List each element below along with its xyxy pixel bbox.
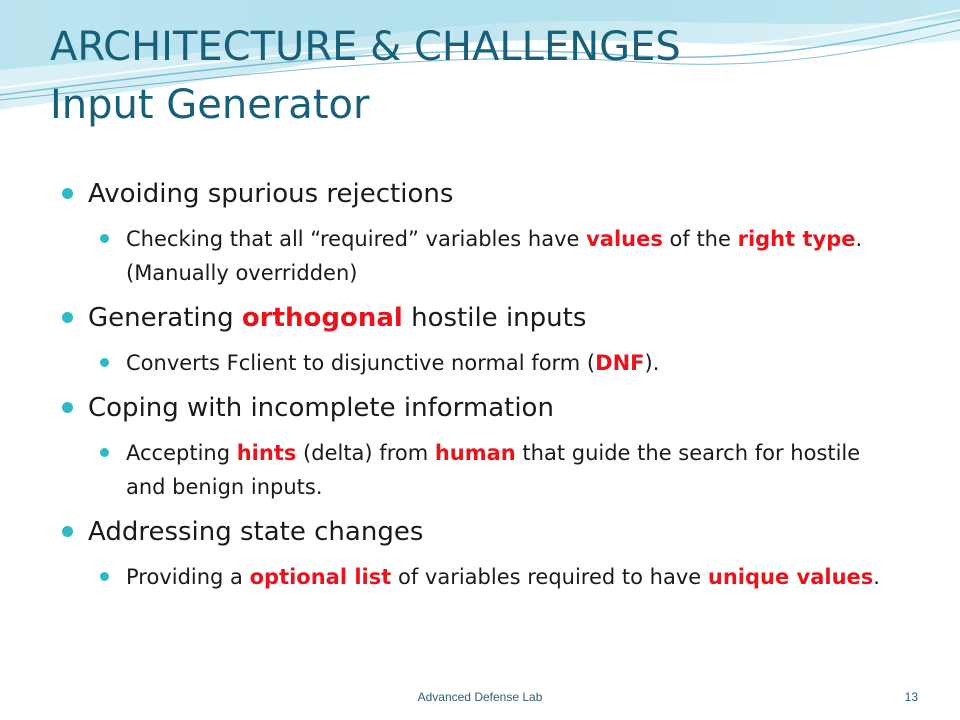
bullet-coping-incomplete-information [62,392,902,424]
sub-bullet-text-part: Checking that all “required” variables have [126,227,587,251]
slide-title-line1: ARCHITECTURE & CHALLENGES [50,24,681,70]
bullet-dot-icon [62,526,73,537]
sub-bullet-text-part: ). [644,351,660,375]
sub-bullet-checking-variables [100,222,902,290]
footer-label: Advanced Defense Lab [417,690,543,704]
sub-bullet-text-part: that guide the search for hostile and benign inputs. [126,441,861,499]
sub-bullet-text-part: of the [662,227,738,251]
slide-title-line2: Input Generator [50,82,370,128]
sub-bullet-text-part: Providing a [126,565,250,589]
sub-bullet-text-part: Converts Fclient to disjunctive normal form ( [126,351,596,375]
page-number: 13 [904,690,918,704]
emphasis-human: human [434,441,516,465]
bullet-text-part: Generating [88,303,242,333]
sub-bullet-text-part: (delta) from [296,441,435,465]
bullet-generating-orthogonal-inputs [62,302,902,334]
bullet-dot-icon [62,402,73,413]
sub-bullet-converts-dnf [100,346,902,380]
bullet-dot-icon [100,234,109,243]
bullet-dot-icon [100,448,109,457]
bullet-dot-icon [100,572,109,581]
slide-title [50,18,930,134]
bullet-avoiding-spurious-rejections [62,178,902,210]
emphasis-orthogonal: orthogonal [241,303,403,333]
bullet-dot-icon [62,312,73,323]
sub-bullet-text-part: Accepting [126,441,237,465]
sub-bullet-providing-optional-list [100,560,902,594]
emphasis-right-type: right type [737,227,856,251]
sub-bullet-text-part: . (Manually overridden) [126,227,863,285]
emphasis-values: values [586,227,663,251]
bullet-dot-icon [62,188,73,199]
bullet-text: Coping with incomplete information [88,393,554,423]
emphasis-unique-values: unique values [707,565,874,589]
bullet-text-part: hostile inputs [402,303,587,333]
sub-bullet-text-part: . [873,565,880,589]
sub-bullet-accepting-hints [100,436,902,504]
emphasis-dnf: DNF [595,351,645,375]
sub-bullet-text-part: of variables required to have [391,565,708,589]
bullet-text: Addressing state changes [88,517,424,547]
emphasis-hints: hints [236,441,297,465]
bullet-dot-icon [100,358,109,367]
bullet-addressing-state-changes [62,516,902,548]
emphasis-optional-list: optional list [249,565,392,589]
bullet-text: Avoiding spurious rejections [88,179,454,209]
bullet-list [62,178,902,606]
